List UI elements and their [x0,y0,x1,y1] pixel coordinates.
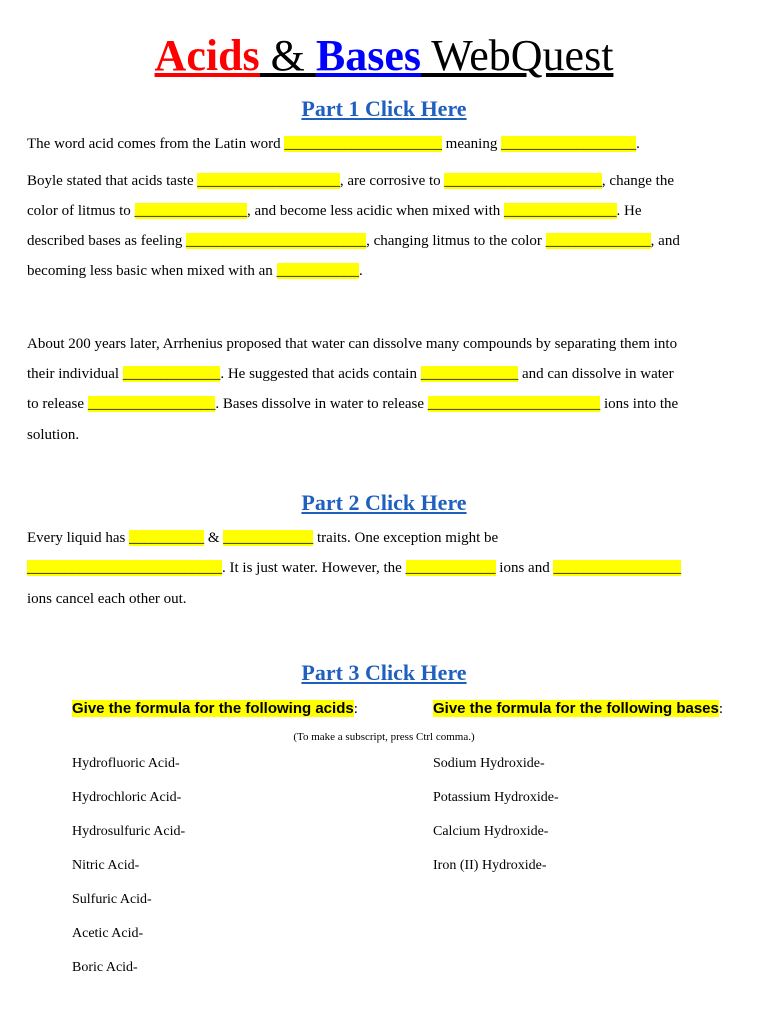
part1-paragraph2-line2: color of litmus to _______________, and become less acidic when mixed with _______________. He [27,203,642,219]
fill-blank[interactable]: ____________ [223,530,314,546]
fill-blank[interactable]: _____________ [122,366,221,382]
acid-item[interactable]: Boric Acid- [72,960,138,975]
base-item[interactable]: Potassium Hydroxide- [433,790,559,805]
base-item[interactable]: Calcium Hydroxide- [433,824,549,839]
acid-item[interactable]: Hydrochloric Acid- [72,790,182,805]
acid-item[interactable]: Sulfuric Acid- [72,892,152,907]
subscript-note: (To make a subscript, press Ctrl comma.) [293,731,475,743]
part1-paragraph2-line4: becoming less basic when mixed with an ___________. [27,263,363,279]
acid-item[interactable]: Nitric Acid- [72,858,140,873]
part1-paragraph3-line1: About 200 years later, Arrhenius proposed that water can dissolve many compounds by separating them into [27,336,678,352]
fill-blank[interactable]: _____________________ [444,173,602,189]
bases-column [433,698,723,720]
part2-line3: ions cancel each other out. [27,591,187,607]
acids-heading: Give the formula for the following acids: [72,700,358,717]
part1-paragraph2-line1: Boyle stated that acids taste ___________________, are corrosive to _____________________, change the [27,173,674,189]
part1-paragraph3-line2: their individual _____________. He suggested that acids contain _____________ and can dissolve in water [27,366,674,382]
title-bases: Bases [315,31,422,80]
fill-blank[interactable]: ________________________ [186,233,367,249]
page-title [0,30,768,82]
title-webquest: WebQuest [421,31,614,80]
acid-item[interactable]: Acetic Acid- [72,926,144,941]
fill-blank[interactable]: ___________________ [197,173,340,189]
fill-blank[interactable]: _____________________ [284,136,442,152]
fill-blank[interactable]: _______________________ [427,396,601,412]
part1-link[interactable]: Part 1 Click Here [301,96,467,121]
fill-blank[interactable]: _______________ [504,203,617,219]
part2-line2: __________________________. It is just water. However, the ____________ ions and _________________ [27,560,681,576]
part3-link[interactable]: Part 3 Click Here [301,660,467,685]
part1-paragraph3-line4: solution. [27,427,80,443]
acid-item[interactable]: Hydrosulfuric Acid- [72,824,186,839]
bases-list [433,754,559,890]
bases-heading: Give the formula for the following bases: [433,700,724,717]
fill-blank[interactable]: _________________ [553,560,681,576]
acids-list [72,754,185,992]
fill-blank[interactable]: _______________ [134,203,247,219]
base-item[interactable]: Iron (II) Hydroxide- [433,858,547,873]
fill-blank[interactable]: __________________ [501,136,637,152]
part1-paragraph3-line3: to release _________________. Bases dissolve in water to release _______________________ ions into the [27,396,679,412]
fill-blank[interactable]: __________________________ [27,560,222,576]
part1-paragraph1: The word acid comes from the Latin word _____________________ meaning __________________. [27,136,640,152]
fill-blank[interactable]: ____________ [405,560,496,576]
title-ampersand: & [259,31,316,80]
acids-column [72,698,358,720]
fill-blank[interactable]: __________ [129,530,205,546]
part2-line1: Every liquid has __________ & ____________ traits. One exception might be [27,530,499,546]
fill-blank[interactable]: ___________ [276,263,360,279]
fill-blank[interactable]: ______________ [545,233,651,249]
fill-blank[interactable]: _________________ [87,396,216,412]
base-item[interactable]: Sodium Hydroxide- [433,756,545,771]
fill-blank[interactable]: _____________ [420,366,519,382]
part2-link[interactable]: Part 2 Click Here [301,490,467,515]
title-acids: Acids [154,31,260,80]
part1-paragraph2-line3: described bases as feeling ________________________, changing litmus to the color ______________, and [27,233,680,249]
acid-item[interactable]: Hydrofluoric Acid- [72,756,180,771]
